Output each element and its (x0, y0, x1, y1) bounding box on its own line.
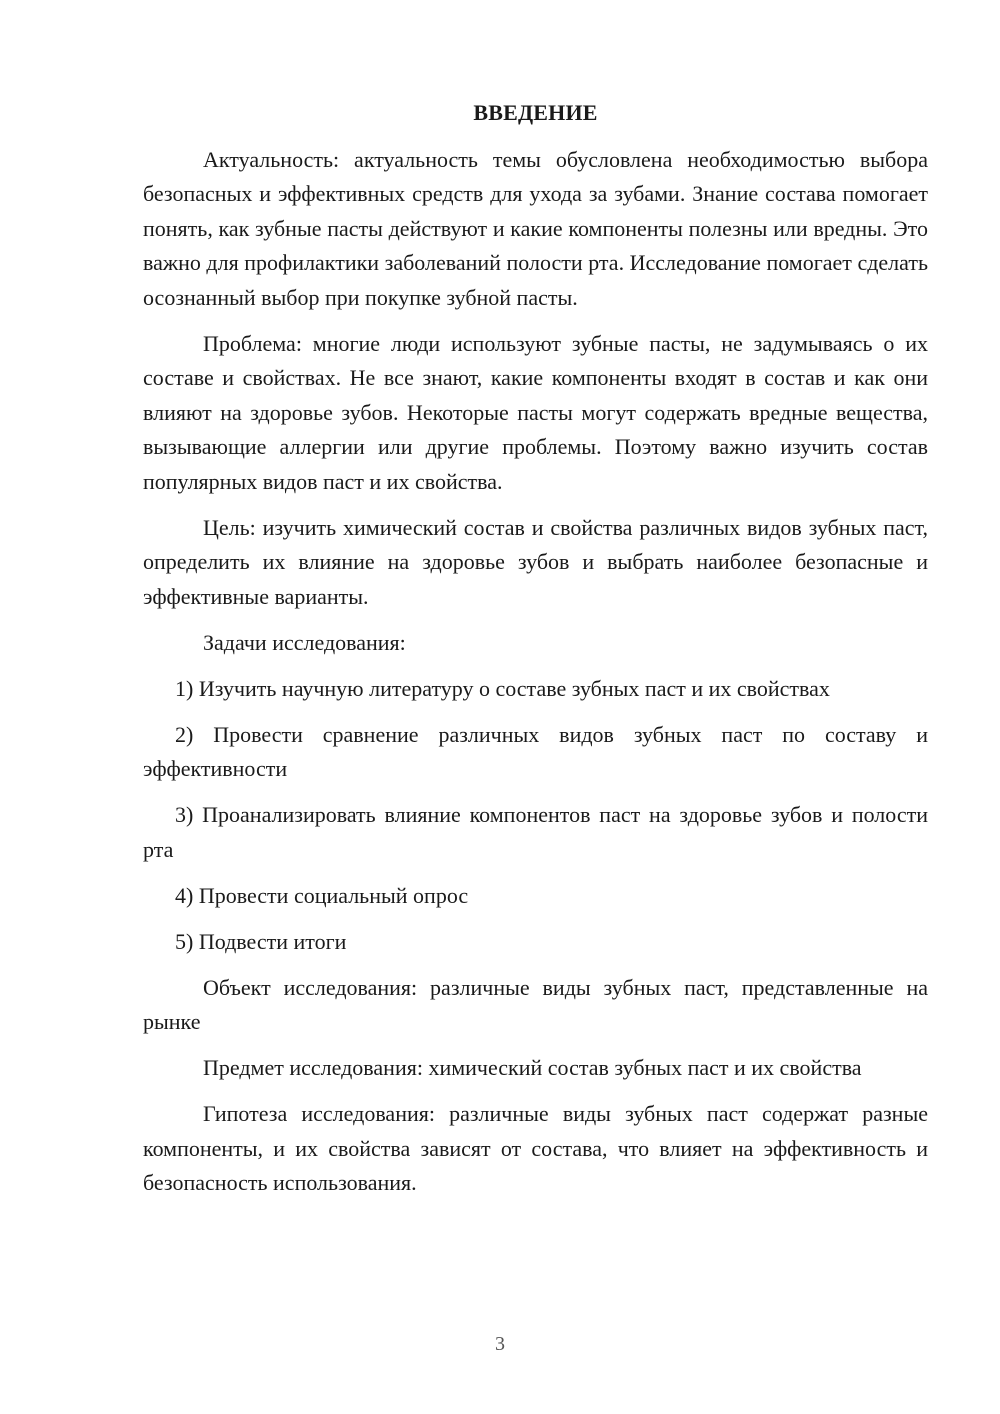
paragraph-problem: Проблема: многие люди используют зубные пасты, не задумываясь о их составе и свойствах. Не все знают, какие компоненты входят в состав и как они влияют на здоровье зубов. Некоторые пасты могут содержать вредные вещества, вызывающие аллергии или другие проблемы. Поэтому важно изучить состав популярных видов паст и их свойства. (143, 330, 928, 494)
page-number: 3 (495, 1333, 505, 1355)
task-item: 5) Подвести итоги (175, 928, 347, 954)
paragraph-tasks-heading: Задачи исследования: (203, 629, 406, 655)
paragraph-relevance: Актуальность: актуальность темы обусловлена необходимостью выбора безопасных и эффективных средств для ухода за зубами. Знание состава помогает понять, как зубные пасты действуют и какие компоненты полезны или вредны. Это важно для профилактики заболеваний полости рта. Исследование помогает сделать осознанный выбор при покупке зубной пасты. (143, 146, 928, 310)
paragraph-subject: Предмет исследования: химический состав зубных паст и их свойства (203, 1055, 862, 1080)
document-page (143, 96, 928, 1212)
paragraph-hypothesis: Гипотеза исследования: различные виды зубных паст содержат разные компоненты, и их свойства зависят от состава, что влияет на эффективность и безопасность использования. (143, 1101, 928, 1195)
task-item: 3) Проанализировать влияние компонентов паст на здоровье зубов и полости рта (143, 802, 928, 862)
paragraph-goal: Цель: изучить химический состав и свойства различных видов зубных паст, определить их влияние на здоровье зубов и выбрать наиболее безопасные и эффективные варианты. (143, 514, 928, 609)
task-item: 4) Провести социальный опрос (175, 882, 469, 908)
task-item: 1) Изучить научную литературу о составе зубных паст и их свойствах (175, 675, 830, 701)
task-item: 2) Провести сравнение различных видов зубных паст по составу и эффективности (143, 721, 928, 781)
paragraph-object: Объект исследования: различные виды зубных паст, представленные на рынке (143, 974, 928, 1034)
page-title: ВВЕДЕНИЕ (473, 100, 598, 125)
